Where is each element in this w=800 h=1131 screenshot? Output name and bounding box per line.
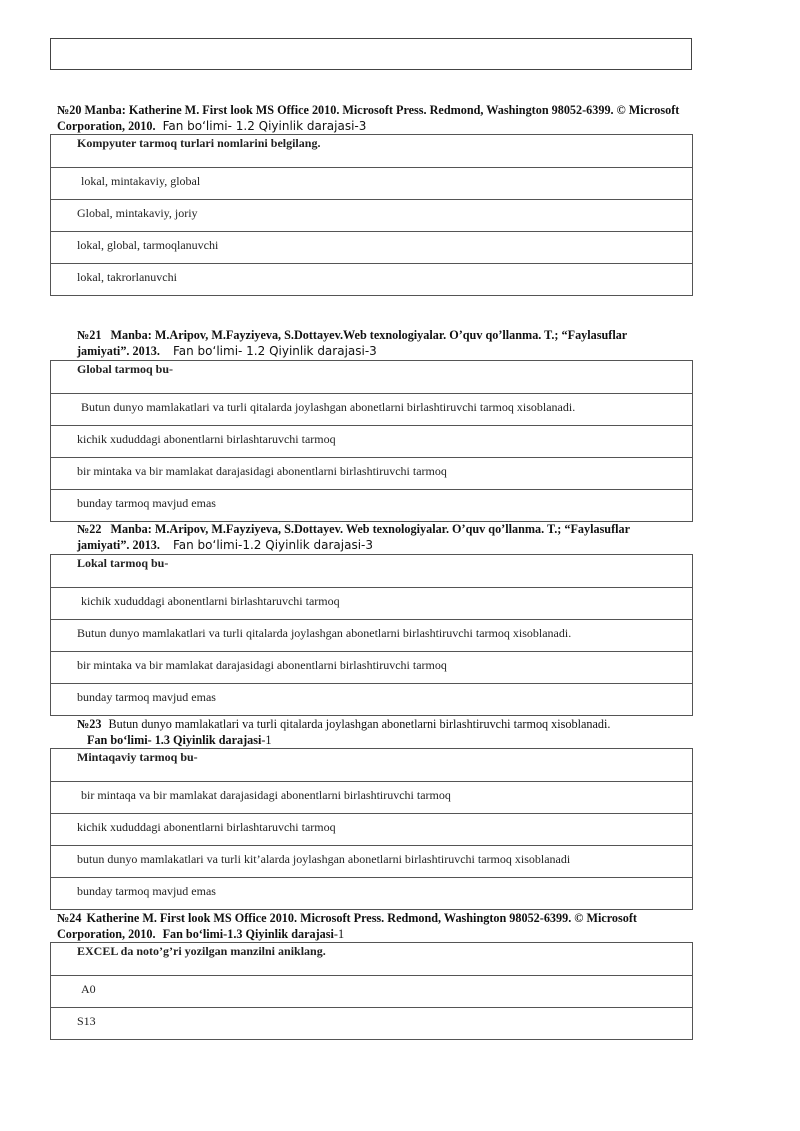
question-subject-level: -1 xyxy=(333,927,345,941)
question-number: №24 xyxy=(57,911,82,925)
question-subject: Fan bo‘limi- 1.3 Qiyinlik darajasi xyxy=(87,733,262,747)
answer-option[interactable]: A0 xyxy=(51,976,693,1008)
answer-option[interactable]: Global, mintakaviy, joriy xyxy=(51,200,693,232)
question-text: Kompyuter tarmoq turlari nomlarini belgilang. xyxy=(77,136,321,150)
question-source: Manba: M.Aripov, M.Fayziyeva, S.Dottayev.Web texnologiyalar. O’quv qo’llanma. T.; “Faylasuflar xyxy=(110,328,628,342)
answer-option[interactable]: Butun dunyo mamlakatlari va turli qitalarda joylashgan abonetlarni birlashtiruvchi tarmoq xisoblanadi. xyxy=(51,394,693,426)
answer-option[interactable]: kichik xududdagi abonentlarni birlashtaruvchi tarmoq xyxy=(51,426,693,458)
answer-option[interactable]: lokal, takrorlanuvchi xyxy=(51,264,693,296)
question-subject: Fan boʻlimi- 1.2 Qiyinlik darajasi-3 xyxy=(162,119,367,133)
question-21-table xyxy=(50,360,693,522)
answer-option[interactable]: butun dunyo mamlakatlari va turli kit’alarda joylashgan abonetlarni birlashtiruvchi tarmoq xisoblanadi xyxy=(51,846,693,878)
question-source-cont: jamiyati”. 2013. xyxy=(77,538,160,552)
answer-option[interactable]: bir mintaka va bir mamlakat darajasidagi abonentlarni birlashtiruvchi tarmoq xyxy=(51,458,693,490)
question-number: №22 xyxy=(77,522,102,536)
answer-option[interactable]: bunday tarmoq mavjud emas xyxy=(51,684,693,716)
question-text: Lokal tarmoq bu- xyxy=(77,556,169,570)
question-number: №23 xyxy=(77,717,102,731)
empty-answer-box xyxy=(50,38,692,70)
question-number: №20 xyxy=(57,103,82,117)
question-22-header xyxy=(77,521,737,553)
question-22-table xyxy=(50,554,693,716)
question-24-header xyxy=(57,910,757,942)
question-23-table xyxy=(50,748,693,910)
question-subject: Fan boʻlimi- 1.2 Qiyinlik darajasi-3 xyxy=(172,344,377,358)
question-23-header xyxy=(77,716,737,748)
question-source-cont: jamiyati”. 2013. xyxy=(77,344,160,358)
question-number: №21 xyxy=(77,328,102,342)
question-source: Katherine M. First look MS Office 2010. Microsoft Press. Redmond, Washington 98052-6399. © Microsoft xyxy=(86,911,637,925)
answer-option[interactable]: bir mintaka va bir mamlakat darajasidagi abonentlarni birlashtiruvchi tarmoq xyxy=(51,652,693,684)
question-source: Manba: Katherine M. First look MS Office 2010. Microsoft Press. Redmond, Washington 98052-6399. © Microsoft xyxy=(84,103,680,117)
question-source: Butun dunyo mamlakatlari va turli qitalarda joylashgan abonetlarni birlashtiruvchi tarmoq xisoblanadi. xyxy=(108,717,611,731)
question-subject: Fan boʻlimi-1.2 Qiyinlik darajasi-3 xyxy=(172,538,373,552)
answer-option[interactable]: lokal, global, tarmoqlanuvchi xyxy=(51,232,693,264)
answer-option[interactable]: bir mintaqa va bir mamlakat darajasidagi abonentlarni birlashtiruvchi tarmoq xyxy=(51,782,693,814)
question-24-table xyxy=(50,942,693,1040)
answer-option[interactable]: Butun dunyo mamlakatlari va turli qitalarda joylashgan abonetlarni birlashtiruvchi tarmoq xisoblanadi. xyxy=(51,620,693,652)
answer-option[interactable]: bunday tarmoq mavjud emas xyxy=(51,878,693,910)
question-20-header xyxy=(57,102,757,134)
question-20-table xyxy=(50,134,693,296)
answer-option[interactable]: bunday tarmoq mavjud emas xyxy=(51,490,693,522)
question-text: Mintaqaviy tarmoq bu- xyxy=(77,750,198,764)
answer-option[interactable]: S13 xyxy=(51,1008,693,1040)
question-source-cont: Corporation, 2010. xyxy=(57,927,156,941)
answer-option[interactable]: lokal, mintakaviy, global xyxy=(51,168,693,200)
question-subject: Fan bo‘limi-1.3 Qiyinlik darajasi xyxy=(162,927,334,941)
question-text: Global tarmoq bu- xyxy=(77,362,174,376)
question-21-header xyxy=(77,327,737,359)
question-subject-level: -1 xyxy=(261,733,272,747)
answer-option[interactable]: kichik xududdagi abonentlarni birlashtaruvchi tarmoq xyxy=(51,588,693,620)
answer-option[interactable]: kichik xududdagi abonentlarni birlashtaruvchi tarmoq xyxy=(51,814,693,846)
question-source: Manba: M.Aripov, M.Fayziyeva, S.Dottayev. Web texnologiyalar. O’quv qo’llanma. T.; “Faylasuflar xyxy=(110,522,631,536)
question-source-cont: Corporation, 2010. xyxy=(57,119,156,133)
question-text: EXCEL da noto’g’ri yozilgan manzilni aniklang. xyxy=(77,944,326,958)
